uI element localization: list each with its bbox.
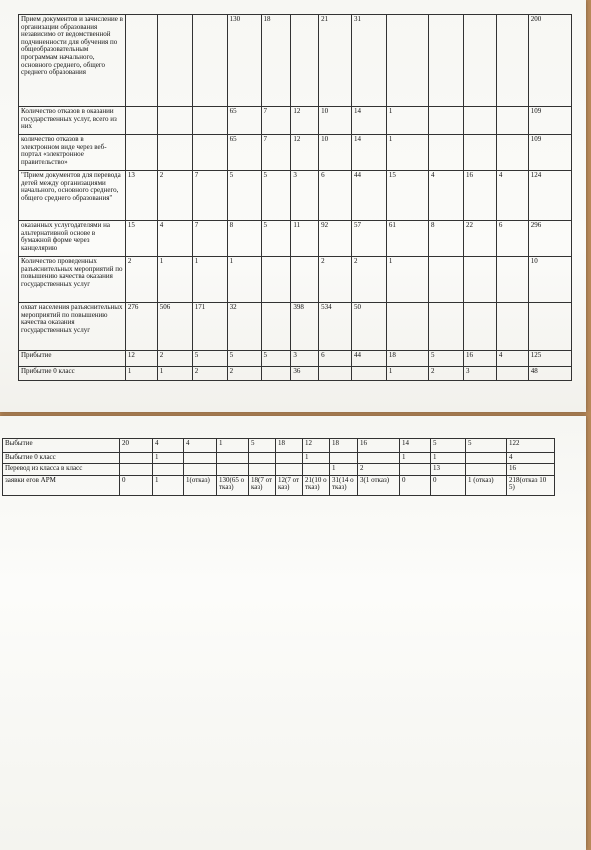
cell-value: 398 bbox=[291, 303, 319, 351]
cell-value: 5 bbox=[249, 439, 276, 453]
row-label: Перевод из класса в класс bbox=[3, 463, 120, 475]
cell-value bbox=[429, 303, 464, 351]
cell-value: 6 bbox=[319, 351, 352, 367]
cell-value: 32 bbox=[227, 303, 261, 351]
cell-value: 13 bbox=[431, 463, 466, 475]
top-table-row bbox=[19, 367, 572, 381]
cell-value bbox=[528, 303, 571, 351]
cell-value: 218(отказ 105) bbox=[507, 475, 555, 495]
cell-value: 2 bbox=[429, 367, 464, 381]
cell-value: 5 bbox=[192, 351, 227, 367]
cell-value bbox=[184, 453, 217, 464]
cell-value: 1 bbox=[330, 463, 358, 475]
cell-value bbox=[429, 257, 464, 303]
cell-value bbox=[496, 257, 528, 303]
cell-value: 5 bbox=[261, 351, 291, 367]
cell-value: 4 bbox=[153, 439, 184, 453]
cell-value: 6 bbox=[496, 221, 528, 257]
cell-value: 22 bbox=[463, 221, 496, 257]
cell-value: 18 bbox=[276, 439, 303, 453]
cell-value: 2 bbox=[227, 367, 261, 381]
cell-value: 16 bbox=[358, 439, 400, 453]
cell-value bbox=[319, 367, 352, 381]
cell-value bbox=[249, 453, 276, 464]
cell-value: 20 bbox=[120, 439, 153, 453]
row-label: Выбытие 0 класс bbox=[3, 453, 120, 464]
cell-value bbox=[463, 303, 496, 351]
cell-value bbox=[261, 367, 291, 381]
top-table-row bbox=[19, 15, 572, 107]
cell-value bbox=[291, 257, 319, 303]
cell-value: 1 bbox=[153, 453, 184, 464]
cell-value bbox=[496, 15, 528, 107]
cell-value: 1 bbox=[386, 135, 428, 171]
cell-value: 18 bbox=[386, 351, 428, 367]
row-label: Количество проведенных разъяснительных мероприятий по повышению качества оказания государственных услуг bbox=[19, 257, 126, 303]
cell-value: 5 bbox=[429, 351, 464, 367]
cell-value: 2 bbox=[192, 367, 227, 381]
cell-value: 18(7 отказ) bbox=[249, 475, 276, 495]
cell-value: 10 bbox=[528, 257, 571, 303]
cell-value: 12 bbox=[291, 107, 319, 135]
cell-value: 109 bbox=[528, 135, 571, 171]
row-label: заявки егов АРМ bbox=[3, 475, 120, 495]
top-table-row bbox=[19, 351, 572, 367]
cell-value bbox=[157, 135, 192, 171]
cell-value bbox=[358, 453, 400, 464]
cell-value: 1 bbox=[386, 367, 428, 381]
bottom-table-row bbox=[3, 453, 555, 464]
cell-value bbox=[217, 453, 249, 464]
cell-value bbox=[400, 463, 431, 475]
cell-value: 14 bbox=[400, 439, 431, 453]
cell-value: 57 bbox=[351, 221, 386, 257]
cell-value bbox=[463, 15, 496, 107]
cell-value: 36 bbox=[291, 367, 319, 381]
cell-value bbox=[125, 135, 157, 171]
cell-value: 1 bbox=[386, 107, 428, 135]
cell-value: 3 bbox=[463, 367, 496, 381]
row-label: охват населения разъяснительных мероприятий по повышению качества оказания государственных услуг bbox=[19, 303, 126, 351]
cell-value: 12(7 отказ) bbox=[276, 475, 303, 495]
cell-value bbox=[192, 107, 227, 135]
cell-value: 5 bbox=[227, 351, 261, 367]
cell-value bbox=[192, 135, 227, 171]
cell-value: 4 bbox=[429, 171, 464, 221]
bottom-sheet-table bbox=[2, 438, 555, 496]
cell-value: 534 bbox=[319, 303, 352, 351]
cell-value: 14 bbox=[351, 135, 386, 171]
cell-value: 7 bbox=[261, 135, 291, 171]
cell-value: 0 bbox=[431, 475, 466, 495]
cell-value: 65 bbox=[227, 107, 261, 135]
cell-value bbox=[192, 15, 227, 107]
cell-value: 3(1 отказ) bbox=[358, 475, 400, 495]
cell-value bbox=[496, 107, 528, 135]
cell-value: 1(отказ) bbox=[184, 475, 217, 495]
cell-value bbox=[157, 15, 192, 107]
cell-value: 171 bbox=[192, 303, 227, 351]
cell-value: 1 bbox=[303, 453, 330, 464]
row-label: Прибытие 0 класс bbox=[19, 367, 126, 381]
cell-value: 0 bbox=[400, 475, 431, 495]
cell-value bbox=[261, 303, 291, 351]
cell-value: 2 bbox=[319, 257, 352, 303]
cell-value bbox=[463, 135, 496, 171]
top-sheet bbox=[0, 0, 586, 412]
top-table-row bbox=[19, 135, 572, 171]
cell-value bbox=[291, 15, 319, 107]
cell-value bbox=[386, 303, 428, 351]
cell-value: 8 bbox=[429, 221, 464, 257]
cell-value bbox=[125, 107, 157, 135]
top-table-row bbox=[19, 171, 572, 221]
cell-value: 4 bbox=[507, 453, 555, 464]
cell-value bbox=[496, 367, 528, 381]
cell-value: 1 bbox=[400, 453, 431, 464]
cell-value bbox=[120, 453, 153, 464]
cell-value: 3 bbox=[291, 351, 319, 367]
cell-value: 12 bbox=[291, 135, 319, 171]
row-label: Прием документов и зачисление в организации образования независимо от ведомственной подчиненности для обучения по общеобразовательным программам начального, основного среднего, общего среднего образования bbox=[19, 15, 126, 107]
row-label: Количество отказов в оказании государственных услуг, всего из них bbox=[19, 107, 126, 135]
cell-value bbox=[496, 303, 528, 351]
cell-value bbox=[125, 15, 157, 107]
cell-value: 1 bbox=[153, 475, 184, 495]
row-label: оказанных услугодателями на альтернативной основе в бумажной форме через канцелярию bbox=[19, 221, 126, 257]
cell-value: 16 bbox=[463, 351, 496, 367]
cell-value bbox=[429, 15, 464, 107]
cell-value: 31(14 отказ) bbox=[330, 475, 358, 495]
cell-value: 16 bbox=[463, 171, 496, 221]
cell-value: 18 bbox=[261, 15, 291, 107]
row-label: Прибытие bbox=[19, 351, 126, 367]
row-label: количество отказов в электронном виде через веб-портал «электронное правительство» bbox=[19, 135, 126, 171]
cell-value: 5 bbox=[227, 171, 261, 221]
cell-value: 15 bbox=[386, 171, 428, 221]
cell-value: 10 bbox=[319, 135, 352, 171]
row-label: Выбытие bbox=[3, 439, 120, 453]
cell-value: 5 bbox=[431, 439, 466, 453]
cell-value: 11 bbox=[291, 221, 319, 257]
cell-value: 31 bbox=[351, 15, 386, 107]
cell-value: 8 bbox=[227, 221, 261, 257]
cell-value: 2 bbox=[358, 463, 400, 475]
cell-value bbox=[351, 367, 386, 381]
cell-value: 12 bbox=[125, 351, 157, 367]
bottom-table-row bbox=[3, 439, 555, 453]
cell-value: 92 bbox=[319, 221, 352, 257]
cell-value: 5 bbox=[261, 171, 291, 221]
cell-value bbox=[330, 453, 358, 464]
cell-value bbox=[429, 107, 464, 135]
cell-value: 14 bbox=[351, 107, 386, 135]
cell-value: 2 bbox=[351, 257, 386, 303]
cell-value bbox=[496, 135, 528, 171]
cell-value: 4 bbox=[496, 351, 528, 367]
cell-value: 1 bbox=[386, 257, 428, 303]
cell-value: 44 bbox=[351, 351, 386, 367]
top-table-row bbox=[19, 257, 572, 303]
bottom-sheet bbox=[0, 416, 586, 850]
cell-value bbox=[466, 453, 507, 464]
cell-value: 2 bbox=[157, 351, 192, 367]
cell-value bbox=[386, 15, 428, 107]
row-label: "Прием документов для перевода детей между организациями начального, основного среднего, общего среднего образования" bbox=[19, 171, 126, 221]
cell-value: 109 bbox=[528, 107, 571, 135]
cell-value: 44 bbox=[351, 171, 386, 221]
cell-value: 7 bbox=[261, 107, 291, 135]
cell-value: 4 bbox=[184, 439, 217, 453]
cell-value bbox=[157, 107, 192, 135]
cell-value bbox=[249, 463, 276, 475]
cell-value: 200 bbox=[528, 15, 571, 107]
cell-value: 1 bbox=[157, 367, 192, 381]
cell-value: 2 bbox=[157, 171, 192, 221]
cell-value: 48 bbox=[528, 367, 571, 381]
cell-value: 1 bbox=[431, 453, 466, 464]
cell-value: 5 bbox=[261, 221, 291, 257]
cell-value: 61 bbox=[386, 221, 428, 257]
cell-value: 3 bbox=[291, 171, 319, 221]
cell-value bbox=[463, 257, 496, 303]
cell-value: 4 bbox=[157, 221, 192, 257]
cell-value: 1 bbox=[217, 439, 249, 453]
top-sheet-table bbox=[18, 14, 572, 381]
cell-value: 12 bbox=[303, 439, 330, 453]
cell-value: 130 bbox=[227, 15, 261, 107]
cell-value: 276 bbox=[125, 303, 157, 351]
cell-value: 65 bbox=[227, 135, 261, 171]
cell-value: 122 bbox=[507, 439, 555, 453]
cell-value: 7 bbox=[192, 171, 227, 221]
top-table-row bbox=[19, 221, 572, 257]
cell-value bbox=[217, 463, 249, 475]
top-table-row bbox=[19, 107, 572, 135]
cell-value: 0 bbox=[120, 475, 153, 495]
cell-value bbox=[120, 463, 153, 475]
cell-value bbox=[153, 463, 184, 475]
cell-value: 125 bbox=[528, 351, 571, 367]
cell-value: 5 bbox=[466, 439, 507, 453]
cell-value: 124 bbox=[528, 171, 571, 221]
cell-value: 6 bbox=[319, 171, 352, 221]
cell-value: 130(65 отказ) bbox=[217, 475, 249, 495]
cell-value: 13 bbox=[125, 171, 157, 221]
cell-value: 50 bbox=[351, 303, 386, 351]
cell-value bbox=[276, 453, 303, 464]
cell-value: 15 bbox=[125, 221, 157, 257]
cell-value: 1 bbox=[227, 257, 261, 303]
cell-value bbox=[463, 107, 496, 135]
cell-value: 18 bbox=[330, 439, 358, 453]
cell-value: 7 bbox=[192, 221, 227, 257]
cell-value bbox=[466, 463, 507, 475]
cell-value: 2 bbox=[125, 257, 157, 303]
cell-value: 506 bbox=[157, 303, 192, 351]
bottom-table-row bbox=[3, 475, 555, 495]
cell-value bbox=[184, 463, 217, 475]
top-table-row bbox=[19, 303, 572, 351]
cell-value bbox=[261, 257, 291, 303]
cell-value: 21(10 отказ) bbox=[303, 475, 330, 495]
cell-value bbox=[429, 135, 464, 171]
cell-value: 1 bbox=[192, 257, 227, 303]
cell-value: 296 bbox=[528, 221, 571, 257]
cell-value: 16 bbox=[507, 463, 555, 475]
cell-value: 4 bbox=[496, 171, 528, 221]
cell-value: 10 bbox=[319, 107, 352, 135]
cell-value: 1 (отказ) bbox=[466, 475, 507, 495]
cell-value bbox=[303, 463, 330, 475]
cell-value: 1 bbox=[157, 257, 192, 303]
bottom-table-row bbox=[3, 463, 555, 475]
cell-value bbox=[276, 463, 303, 475]
cell-value: 21 bbox=[319, 15, 352, 107]
cell-value: 1 bbox=[125, 367, 157, 381]
